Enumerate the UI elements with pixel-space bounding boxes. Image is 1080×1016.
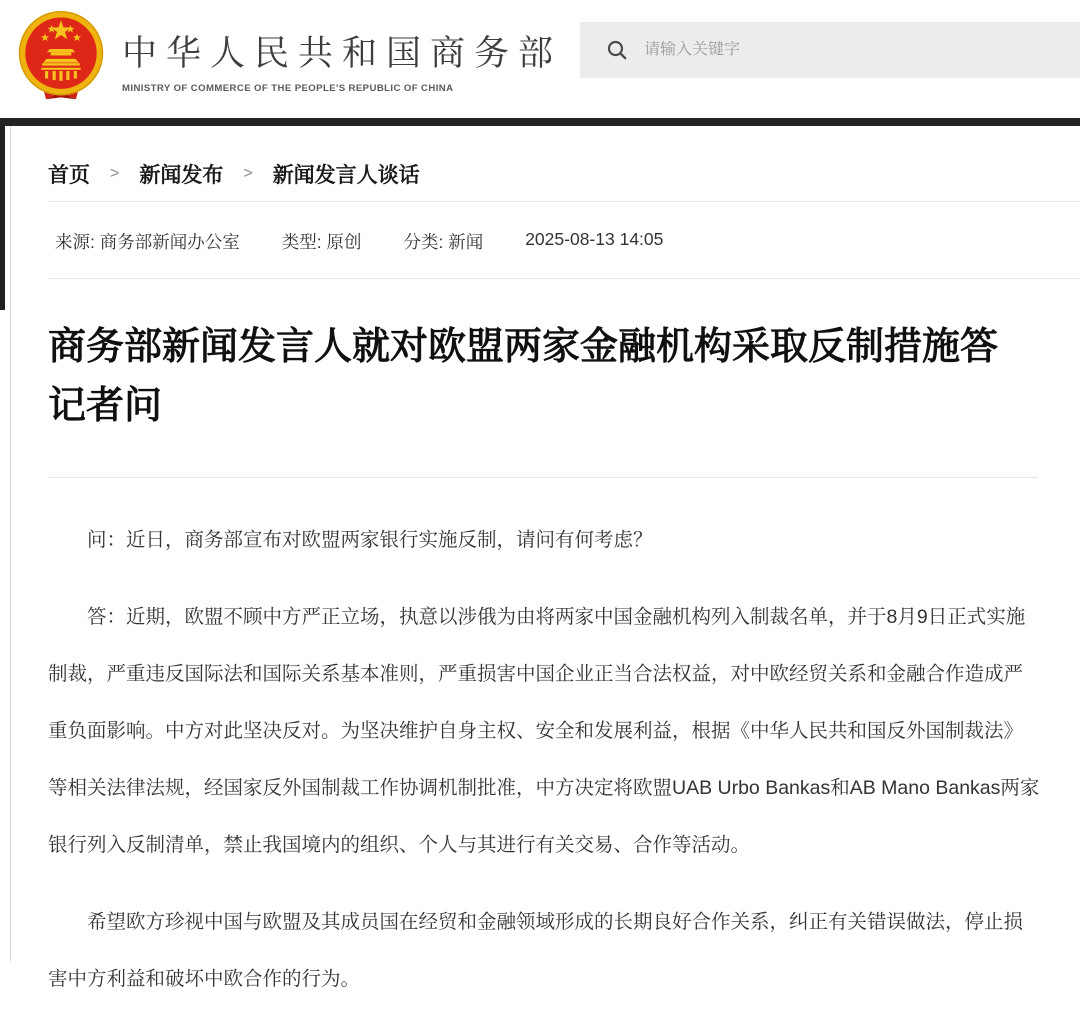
meta-category-value: 新闻 [448,232,484,252]
meta-category [403,229,483,254]
meta-source-label: 来源: [55,232,100,252]
search-icon [606,39,628,61]
chevron-right-icon: > [110,165,120,182]
meta-type-label: 类型: [281,232,327,252]
meta-category-label: 分类: [403,232,449,252]
search-input[interactable] [644,41,1024,59]
article-paragraph: 答：近期，欧盟不顾中方严正立场，执意以涉俄为由将两家中国金融机构列入制裁名单，并于8月9日正式实施制裁，严重违反国际法和国际关系基本准则，严重损害中国企业正当合法权益，对中欧经贸关系和金融合作造成严重负面影响。中方对此坚决反对。为坚决维护自身主权、安全和发展利益，根据《中华人民共和国反外国制裁法》等相关法律法规，经国家反外国制裁工作协调机制批准，中方决定将欧盟UAB Urbo Bankas和AB Mano Bankas两家银行列入反制清单，禁止我国境内的组织、个人与其进行有关交易、合作等活动。 [48,606,1040,856]
meta-type-value: 原创 [326,232,362,252]
ministry-name-en: MINISTRY OF COMMERCE OF THE PEOPLE'S REPUBLIC OF CHINA [122,83,454,94]
article-paragraph: 问：近日，商务部宣布对欧盟两家银行实施反制，请问有何考虑？ [87,529,653,551]
title-divider [48,477,1038,478]
breadcrumb-divider [48,201,1080,202]
breadcrumb-home[interactable]: 首页 [48,164,90,187]
ministry-name-cn: 中华人民共和国商务部 [122,34,563,73]
meta-type [282,229,362,254]
article-paragraph: 希望欧方珍视中国与欧盟及其成员国在经贸和金融领域形成的长期良好合作关系，纠正有关错误做法，停止损害中方利益和破坏中欧合作的行为。 [48,911,1024,990]
meta-source-value: 商务部新闻办公室 [99,232,240,252]
top-divider-bar [0,118,1080,126]
site-header [0,0,1080,118]
page-left-border [10,126,11,961]
meta-divider [48,278,1080,279]
article-body [48,495,1040,1008]
meta-source [55,229,240,254]
article-meta [55,229,663,254]
prc-national-emblem-icon [14,8,108,104]
national-emblem-logo[interactable] [14,8,108,104]
breadcrumb [48,158,420,190]
breadcrumb-spokesperson-remarks[interactable]: 新闻发言人谈话 [272,164,420,187]
site-brand [122,26,562,94]
meta-datetime: 2025-08-13 14:05 [525,229,664,249]
article-title: 商务部新闻发言人就对欧盟两家金融机构采取反制措施答记者问 [48,326,999,427]
breadcrumb-news-release[interactable]: 新闻发布 [139,164,224,187]
chevron-right-icon: > [243,165,253,182]
search-box[interactable] [580,22,1080,78]
